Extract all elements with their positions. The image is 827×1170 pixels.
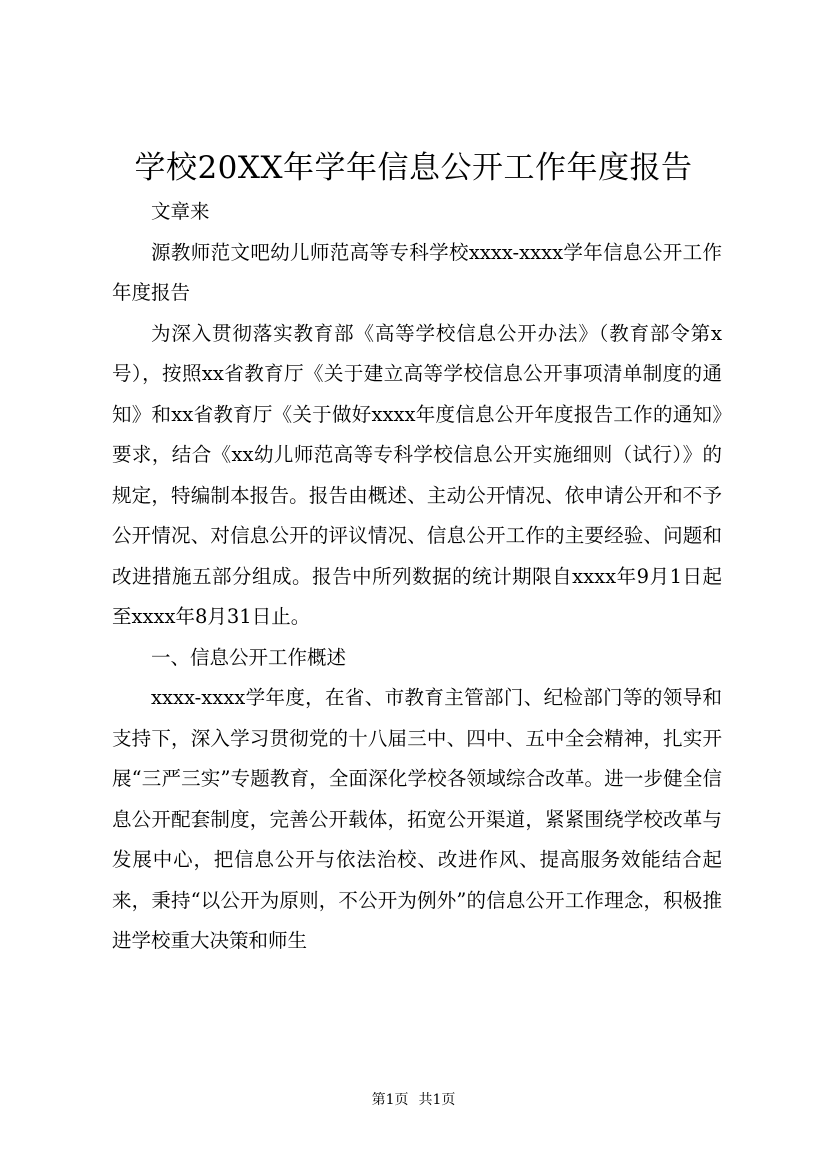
page-total: 共1页 [418,1092,456,1108]
paragraph-overview: xxxx-xxxx学年度，在省、市教育主管部门、纪检部门等的领导和支持下，深入学习贯彻党的十八届三中、四中、五中全会精神，扎实开展“三严三实”专题教育，全面深化学校各领域综合改革。进一步健全信息公开配套制度，完善公开载体，拓宽公开渠道，紧紧围绕学校改革与发展中心，把信息公开与依法治校、改进作风、提高服务效能结合起来，秉持“以公开为原则，不公开为例外”的信息公开工作理念，积极推进学校重大决策和师生 [112,686,722,952]
page-number: 第1页 [371,1092,409,1108]
document-body [112,192,722,962]
section-heading-overview: 一、信息公开工作概述 [151,645,347,669]
document-title: 学校20XX年学年信息公开工作年度报告 [134,150,693,186]
paragraph-source-title: 源教师范文吧幼儿师范高等专科学校xxxx-xxxx学年信息公开工作年度报告 [112,240,722,304]
paragraph-source-line: 文章来 [151,200,210,223]
paragraph-introduction: 为深入贯彻落实教育部《高等学校信息公开办法》（教育部令第x号），按照xx省教育厅《关于建立高等学校信息公开事项清单制度的通知》和xx省教育厅《关于做好xxxx年度信息公开年度报告工作的通知》要求，结合《xx幼儿师范高等专科学校信息公开实施细则（试行）》的规定，特编制本报告。报告由概述、主动公开情况、依申请公开和不予公开情况、对信息公开的评议情况、信息公开工作的主要经验、问题和改进措施五部分组成。报告中所列数据的统计期限自xxxx年9月1日起至xxxx年8月31日止。 [112,321,722,628]
page-footer [0,1090,827,1110]
